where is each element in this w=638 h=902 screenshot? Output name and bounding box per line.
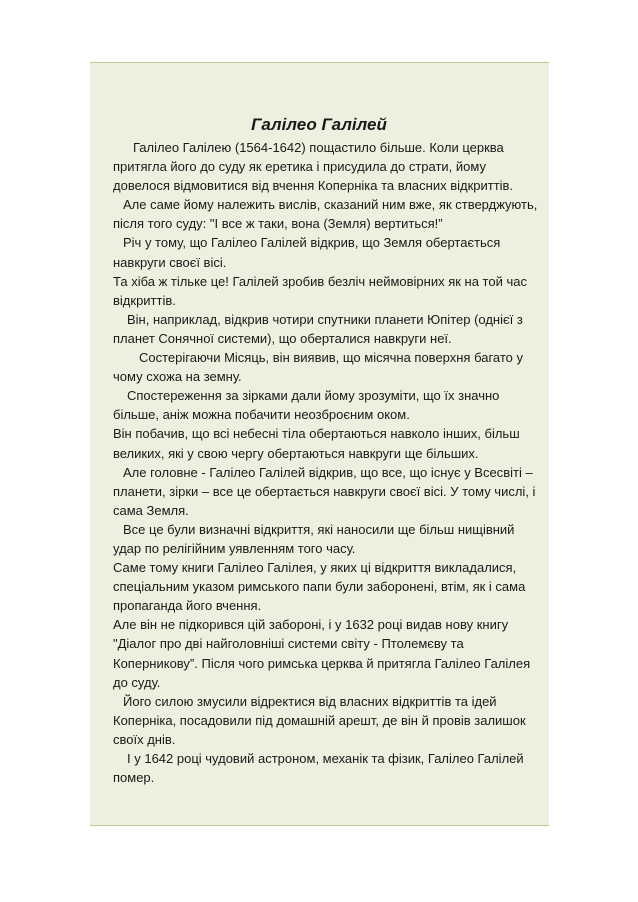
body-line: Галілео Галілею (1564-1642) пощастило більше. Коли церква bbox=[133, 140, 504, 155]
body-line: Але саме йому належить вислів, сказаний ним вже, як стверджують, bbox=[123, 197, 538, 213]
body-line: Коперникову”. Після чого римська церква й притягла Галілео Галілея bbox=[113, 655, 531, 671]
body-line: довелося відмовитися від вчення Коперніка та власних відкриттів. bbox=[113, 178, 514, 194]
body-line: Состерігаючи Місяць, він виявив, що місячна поверхня багато у bbox=[139, 350, 524, 366]
body-line: спеціальним указом римського папи були заборонені, втім, як і сама bbox=[113, 579, 526, 595]
body-line: Він, наприклад, відкрив чотири спутники планети Юпітер (однієї з bbox=[127, 311, 523, 327]
body-line: Коперніка, посадовили під домашній арешт, де він й провів залишок bbox=[113, 712, 526, 728]
body-line: планет Сонячної системи), що оберталися навкруги неї. bbox=[113, 330, 452, 346]
body-line: Він побачив, що всі небесні тіла обертаються навколо інших, більш bbox=[113, 426, 520, 442]
body-line: І у 1642 році чудовий астроном, механік та фізик, Галілео Галілей bbox=[127, 751, 524, 766]
body-line: помер. bbox=[113, 770, 155, 786]
body-line: Все це були визначні відкриття, які наносили ще більш нищівний bbox=[123, 521, 515, 537]
body-line: Річ у тому, що Галілео Галілей відкрив, що Земля обертається bbox=[123, 235, 501, 251]
document-title: Галілео Галілей bbox=[251, 115, 387, 134]
body-line: удар по релігійним уявленням того часу. bbox=[113, 540, 356, 556]
body-line: Але головне - Галілео Галілей відкрив, що все, що існує у Всесвіті – bbox=[123, 464, 533, 480]
body-line: до суду. bbox=[113, 674, 161, 690]
body-line: Його силою змусили відректися від власних відкриттів та ідей bbox=[123, 693, 497, 709]
body-line: більше, аніж можна побачити неозброєним оком. bbox=[113, 407, 410, 423]
body-line: пропаганда його вчення. bbox=[113, 598, 262, 614]
body-line: Саме тому книги Галілео Галілея, у яких ці відкриття викладалися, bbox=[113, 560, 517, 576]
body-line: Та хіба ж тільке це! Галілей зробив безліч неймовірних як на той час bbox=[113, 273, 527, 289]
body-line: сама Земля. bbox=[113, 502, 189, 518]
body-line: Спостереження за зірками дали йому зрозуміти, що їх значно bbox=[127, 388, 500, 404]
body-line: чому схожа на земну. bbox=[113, 369, 242, 385]
body-line: Але він не підкорився цій забороні, і у 1632 році видав нову книгу bbox=[113, 617, 509, 633]
body-line: відкриттів. bbox=[113, 292, 176, 308]
body-line: навкруги своєї вісі. bbox=[113, 254, 227, 270]
document-body bbox=[113, 138, 558, 787]
body-line: великих, які у свою чергу обертаються навкруги ще більших. bbox=[113, 445, 479, 461]
body-line: "Діалог про дві найголовніші системи світу - Птолемєву та bbox=[113, 636, 464, 652]
body-line: планети, зірки – все це обертається навкруги своєї вісі. У тому числі, і bbox=[113, 483, 536, 499]
body-line: своїх днів. bbox=[113, 731, 176, 747]
body-line: після того суду: "І все ж таки, вона (Земля) вертиться!” bbox=[113, 216, 443, 232]
body-line: притягла його до суду як еретика і присудила до страти, йому bbox=[113, 159, 486, 175]
